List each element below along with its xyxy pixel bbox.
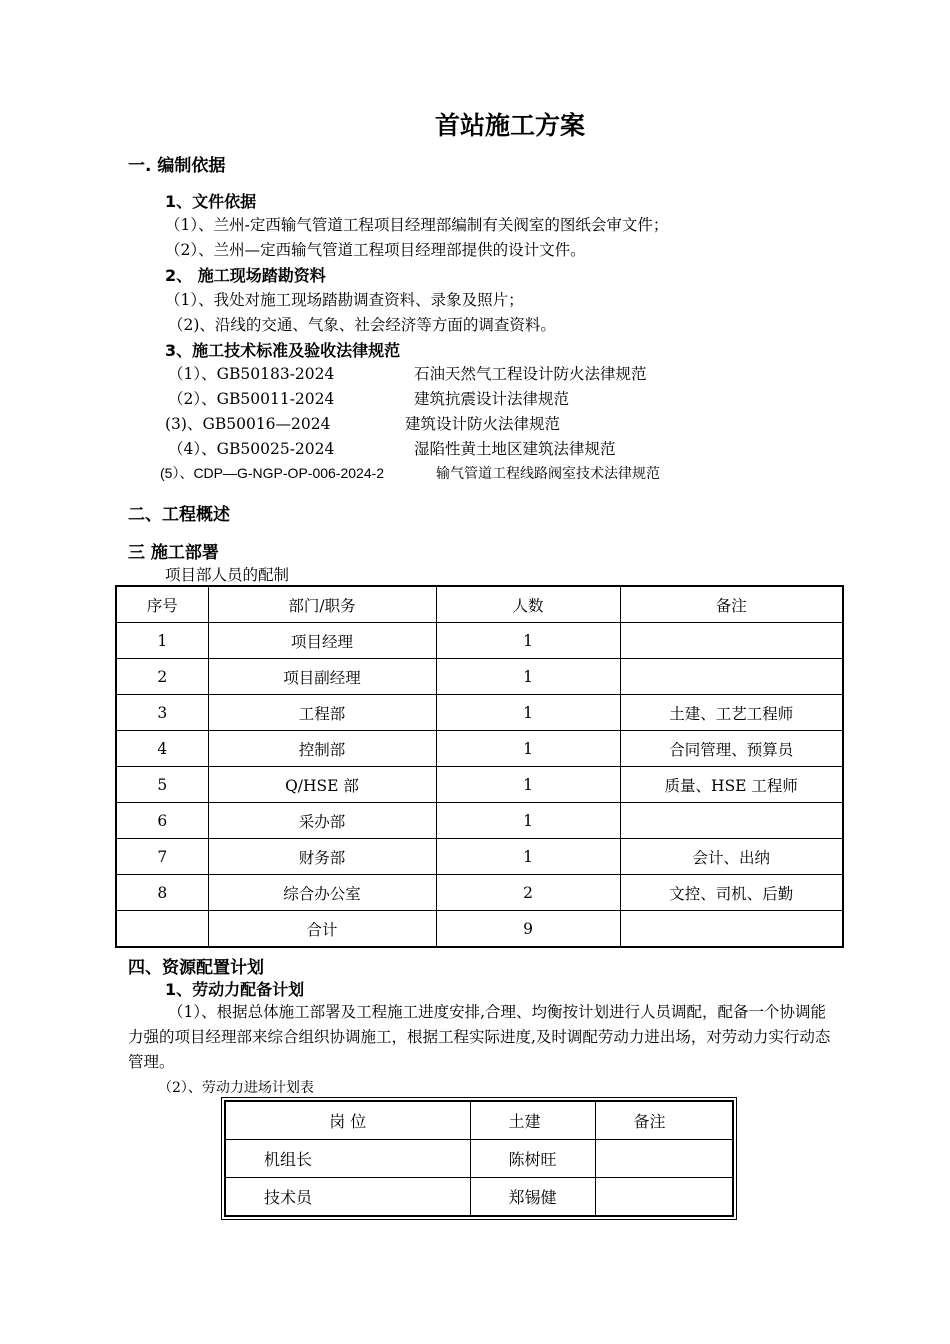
- table-cell: 1: [436, 803, 620, 839]
- column-header: 人数: [436, 586, 620, 623]
- table-cell: 1: [116, 623, 208, 659]
- standard-name: 建筑设计防火法律规范: [405, 415, 561, 433]
- standard-name: 建筑抗震设计法律规范: [414, 390, 570, 408]
- list-item: （2)、沿线的交通、气象、社会经济等方面的调查资料。: [168, 316, 556, 334]
- table-cell: 质量、HSE 工程师: [620, 767, 843, 803]
- list-item: （1）、我处对施工现场踏勘调查资料、录象及照片；: [165, 291, 524, 309]
- table-cell: 1: [436, 695, 620, 731]
- standard-code: （4）、GB50025-2024: [168, 440, 335, 458]
- table-row: [116, 659, 843, 695]
- table-cell: 1: [436, 731, 620, 767]
- column-header: 部门/职务: [208, 586, 436, 623]
- table-cell: 机组长: [225, 1140, 470, 1178]
- table-cell: 1: [436, 839, 620, 875]
- table-total-row: [116, 911, 843, 948]
- table-cell: 技术员: [225, 1178, 470, 1217]
- table-cell: 2: [436, 875, 620, 911]
- page-title: 首站施工方案: [434, 111, 585, 140]
- section-2-heading: 二、工程概述: [128, 505, 230, 525]
- table-cell: 2: [116, 659, 208, 695]
- table-row: [116, 695, 843, 731]
- table-cell: 合同管理、预算员: [620, 731, 843, 767]
- table-cell: 工程部: [208, 695, 436, 731]
- table-cell: [620, 623, 843, 659]
- column-header: 土建: [470, 1101, 595, 1140]
- standard-code: （2）、GB50011-2024: [168, 390, 335, 408]
- table-caption: （2）、劳动力进场计划表: [158, 1080, 314, 1096]
- table-caption: 项目部人员的配制: [165, 566, 290, 584]
- column-header: 备注: [620, 586, 843, 623]
- table-cell: 郑锡健: [470, 1178, 595, 1217]
- labor-plan-table: [224, 1100, 734, 1217]
- paragraph: （1）、根据总体施工部署及工程施工进度安排,合理、均衡按计划进行人员调配，配备一个协调能力强的项目经理部来综合组织协调施工，根据工程实际进度,及时调配劳动力进出场，对劳动力实行动态管理。: [128, 1003, 831, 1071]
- table-cell: 5: [116, 767, 208, 803]
- standard-name: 石油天然气工程设计防火法律规范: [414, 365, 647, 383]
- table-row: [225, 1140, 733, 1178]
- table-cell: 采办部: [208, 803, 436, 839]
- table-cell: 会计、出纳: [620, 839, 843, 875]
- table-row: [116, 767, 843, 803]
- table-cell: 1: [436, 659, 620, 695]
- table-cell: [595, 1140, 733, 1178]
- list-item: （1）、兰州-定西输气管道工程项目经理部编制有关阀室的图纸会审文件；: [165, 216, 669, 234]
- table-cell: 陈树旺: [470, 1140, 595, 1178]
- subsection-1-2-heading: 2、 施工现场踏勘资料: [165, 266, 326, 285]
- standard-code: （1）、GB50183-2024: [168, 365, 335, 383]
- standard-code: (5）、CDP—G-NGP-OP-006-2024-2: [160, 465, 385, 481]
- table-cell: 控制部: [208, 731, 436, 767]
- table-cell: [116, 911, 208, 948]
- table-cell: 土建、工艺工程师: [620, 695, 843, 731]
- column-header: 序号: [116, 586, 208, 623]
- table-row: [116, 839, 843, 875]
- table-row: [116, 731, 843, 767]
- table-header-row: [225, 1101, 733, 1140]
- table-cell: 4: [116, 731, 208, 767]
- table-row: [225, 1178, 733, 1217]
- staff-table: [115, 585, 844, 948]
- subsection-4-1-heading: 1、劳动力配备计划: [165, 980, 305, 999]
- subsection-1-1-heading: 1、文件依据: [165, 192, 257, 211]
- table-cell: [620, 911, 843, 948]
- table-cell: 9: [436, 911, 620, 948]
- table-cell: 6: [116, 803, 208, 839]
- table-cell: 1: [436, 767, 620, 803]
- table-cell: 财务部: [208, 839, 436, 875]
- table-cell: 8: [116, 875, 208, 911]
- table-cell: 文控、司机、后勤: [620, 875, 843, 911]
- column-header: 岗 位: [225, 1101, 470, 1140]
- table-cell: 1: [436, 623, 620, 659]
- subsection-1-3-heading: 3、施工技术标准及验收法律规范: [165, 341, 401, 360]
- table-cell: [620, 659, 843, 695]
- table-row: [116, 875, 843, 911]
- table-header-row: [116, 586, 843, 623]
- table-cell: 综合办公室: [208, 875, 436, 911]
- standard-name: 湿陷性黄土地区建筑法律规范: [414, 440, 616, 458]
- list-item: （2）、兰州—定西输气管道工程项目经理部提供的设计文件。: [165, 241, 586, 259]
- table-cell: Q/HSE 部: [208, 767, 436, 803]
- table-row: [116, 803, 843, 839]
- section-1-heading: 一. 编制依据: [128, 156, 226, 176]
- table-cell: [595, 1178, 733, 1217]
- table-cell: 项目副经理: [208, 659, 436, 695]
- section-3-heading: 三 施工部署: [128, 543, 219, 563]
- table-cell: 合计: [208, 911, 436, 948]
- standard-name: 输气管道工程线路阀室技术法律规范: [436, 466, 660, 482]
- standard-code: (3)、GB50016—2024: [165, 415, 331, 433]
- table-cell: [620, 803, 843, 839]
- table-cell: 3: [116, 695, 208, 731]
- column-header: 备注: [595, 1101, 733, 1140]
- table-cell: 7: [116, 839, 208, 875]
- table-cell: 项目经理: [208, 623, 436, 659]
- table-row: [116, 623, 843, 659]
- section-4-heading: 四、资源配置计划: [128, 958, 264, 978]
